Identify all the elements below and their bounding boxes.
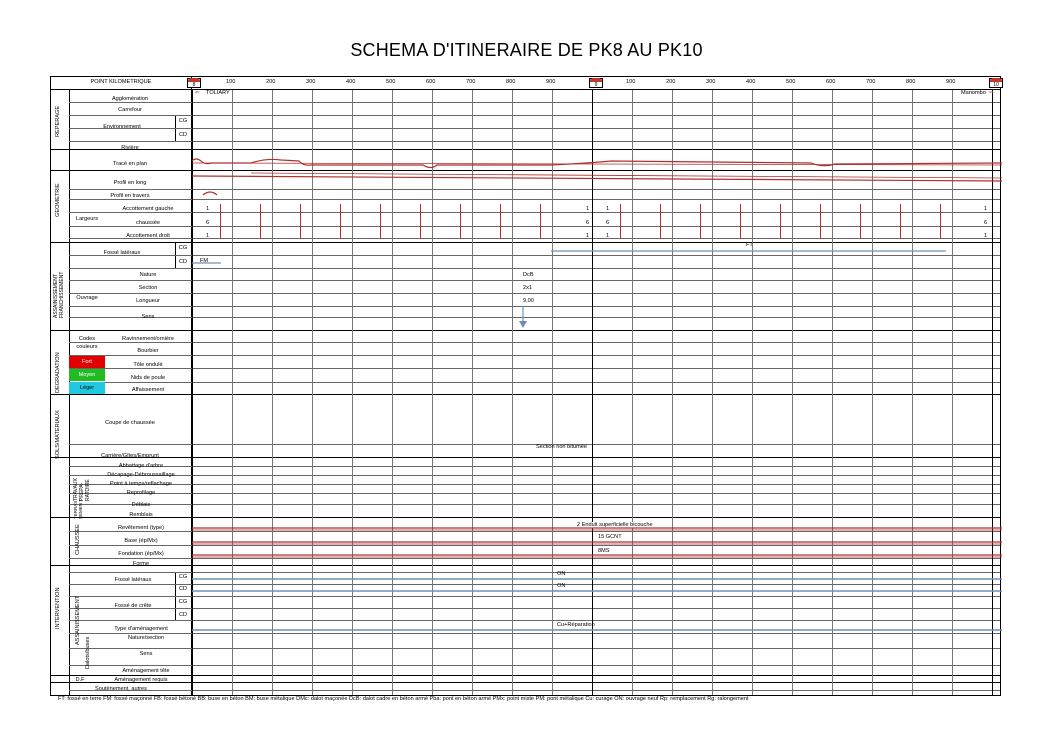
row-bourbier: Bourbier xyxy=(137,348,159,354)
km-grid-line xyxy=(792,89,793,695)
row-acc-droit: Accottement droit xyxy=(126,233,170,239)
km-grid-line xyxy=(472,89,473,695)
km-grid-line xyxy=(752,89,753,695)
section-sols: SOLS/MATERIAUX xyxy=(55,410,61,459)
km-grid-line xyxy=(312,89,313,695)
fosse-fm-label: FM xyxy=(200,258,209,264)
km-grid-line xyxy=(632,89,633,695)
row-line xyxy=(51,682,1000,683)
row-line xyxy=(69,504,1000,505)
row-line xyxy=(51,457,1000,458)
km-tick-label: 800 xyxy=(906,79,916,85)
row-fosse-cg: CG xyxy=(178,245,188,251)
width-marker xyxy=(420,204,421,238)
km-tick-label: 500 xyxy=(786,79,796,85)
row-crete-cd: CD xyxy=(178,612,188,618)
width-marker xyxy=(340,204,341,238)
row-reprofilage: Reprofilage xyxy=(126,490,156,496)
itinerary-table xyxy=(50,76,1001,696)
row-amenagement-tete: Aménagement tête xyxy=(122,668,170,674)
row-line xyxy=(69,368,1000,369)
row-deblais: Déblais xyxy=(131,502,151,508)
profil-en-long-line-2 xyxy=(251,173,1002,178)
width-marker xyxy=(260,204,261,238)
start-label: TOLIARY xyxy=(206,90,230,96)
row-line xyxy=(69,531,1000,532)
row-point-temps: Point à temps/reflachage xyxy=(110,481,172,487)
section-intervention: INTERVENTION xyxy=(55,587,61,629)
row-largeurs: Largeurs xyxy=(75,216,99,222)
section-degradation: DEGRADATION xyxy=(55,352,61,393)
section-reperage: REPERAGE xyxy=(55,105,61,137)
km-tick-label: 100 xyxy=(626,79,636,85)
ouvrage-arrow-head-icon xyxy=(519,321,527,328)
width-value: 6 xyxy=(984,220,988,226)
width-value: 6 xyxy=(606,220,610,226)
end-label: Manombo xyxy=(961,90,986,96)
width-value: 1 xyxy=(984,233,988,239)
row-line xyxy=(69,268,1000,269)
trace-en-plan-line xyxy=(192,159,1002,168)
fosse-cd-on: ON xyxy=(557,583,566,589)
row-line xyxy=(51,394,1000,395)
row-line xyxy=(69,665,1000,666)
row-line xyxy=(51,517,1000,518)
width-value: 1 xyxy=(586,206,590,212)
section-dalots: Dalots/buses xyxy=(85,636,91,669)
width-marker xyxy=(860,204,861,238)
km-grid-line xyxy=(232,89,233,695)
row-sens-2: Sens xyxy=(139,651,153,657)
km-tick-label: 700 xyxy=(866,79,876,85)
width-marker xyxy=(300,204,301,238)
ouvrage-nature: DcB xyxy=(523,272,534,278)
section-travaux: TRAVAUX PREPA-RATOIRE xyxy=(73,478,91,501)
section-assainissement-2: ASSAINISSEMENT xyxy=(75,595,81,645)
km-grid-line xyxy=(672,89,673,695)
row-coupe: Coupe de chaussée xyxy=(105,420,155,426)
base-value: 15 GCNT xyxy=(598,534,622,540)
row-line xyxy=(51,170,1000,171)
width-marker xyxy=(780,204,781,238)
km-tick-label: 500 xyxy=(386,79,396,85)
row-ouvrage: Ouvrage xyxy=(76,295,98,301)
km-tick-label: 400 xyxy=(346,79,356,85)
row-soutenement: Soutènement, autres xyxy=(95,686,147,692)
row-line xyxy=(69,572,1000,573)
section-non-bitumee: Section non bitumée xyxy=(536,444,587,450)
row-fosse-cd: CD xyxy=(178,259,188,265)
row-chaussee: chaussée xyxy=(136,220,160,226)
row-env-cg: CG xyxy=(178,118,188,124)
row-crete-cg: CG xyxy=(178,599,188,605)
row-line xyxy=(51,242,1000,243)
row-base: Base (ép/Mx) xyxy=(124,538,158,544)
row-line xyxy=(69,584,1000,585)
section-geometrie: GEOMETRIE xyxy=(55,183,61,217)
row-line xyxy=(69,475,1000,476)
km-tick-label: 200 xyxy=(266,79,276,85)
row-environnement: Environnement xyxy=(103,124,141,130)
km-grid-line xyxy=(912,89,913,695)
row-acc-gauche: Accottement gauche xyxy=(122,206,174,212)
row-fosse2-cg: CG xyxy=(178,574,188,580)
abbreviations-legend: FT: fossé en terre FM: fossé maçonné FB: fossé bétoné BB: buse en béton BM: buse métalique DMc: dalot maçonée DcB: dalot cadre en béton armé Pba: pont en béton armé PMx: point mixte PM: pont métalique Cu: curage ON: ouvrage neuf Rp: remplacement Rg: ralongement xyxy=(58,696,749,702)
width-value: 1 xyxy=(984,206,988,212)
row-fondation: Fondation (ép/Mx) xyxy=(118,551,164,557)
km-tick-label: 200 xyxy=(666,79,676,85)
row-line xyxy=(51,149,1000,150)
section-assainissement: ASSAINISSEMENT FRANCHISSEMENT xyxy=(53,271,65,318)
width-marker xyxy=(740,204,741,238)
row-line xyxy=(69,382,1000,383)
row-line xyxy=(69,141,1000,142)
width-marker xyxy=(220,204,221,238)
width-value: 6 xyxy=(586,220,590,226)
trace-en-plan-line-2 xyxy=(192,163,1002,165)
km-grid-line xyxy=(712,89,713,695)
row-amenagement-requis: Aménagement requis xyxy=(114,677,168,683)
width-value: 1 xyxy=(586,233,590,239)
right-arrow-icon: ⇒ xyxy=(989,90,994,96)
km-tick-label: 800 xyxy=(506,79,516,85)
km-grid-line xyxy=(952,89,953,695)
severity-swatch-1: Fort xyxy=(69,356,105,368)
row-line xyxy=(69,558,1000,559)
pk-badge-9: 9 xyxy=(589,78,603,88)
row-profil-long: Profil en long xyxy=(113,180,147,186)
km-tick-label: 700 xyxy=(466,79,476,85)
width-value: 6 xyxy=(206,220,210,226)
fondation-value: 8MS xyxy=(598,548,610,554)
row-remblais: Remblais xyxy=(129,512,153,518)
km-tick-label: 900 xyxy=(946,79,956,85)
axis-header: POINT KILOMETRIQUE xyxy=(90,79,152,85)
row-fosse2-cd: CD xyxy=(178,586,188,592)
severity-swatch-3: Léger xyxy=(69,382,105,394)
section-chaussee: CHAUSSEE xyxy=(75,524,81,555)
row-line xyxy=(69,342,1000,343)
row-decapage: Décapage-Débroussaillage xyxy=(107,472,175,478)
km-tick-label: 300 xyxy=(306,79,316,85)
width-marker xyxy=(500,204,501,238)
row-line xyxy=(69,306,1000,307)
row-fosse-crete: Fossé de crête xyxy=(114,603,152,609)
km-grid-line xyxy=(272,89,273,695)
km-tick-label: 100 xyxy=(226,79,236,85)
width-value: 1 xyxy=(606,233,610,239)
row-codes-couleurs: Codes couleurs xyxy=(76,336,98,350)
km-grid-line xyxy=(432,89,433,695)
type-amenagement-value: Cu+Réparation xyxy=(557,622,595,628)
row-type-amenagement: Type d'aménagement xyxy=(114,626,168,632)
row-line xyxy=(69,128,1000,129)
km-tick-label: 600 xyxy=(826,79,836,85)
row-carriere: Carrière/Gîtes/Emprunt xyxy=(101,453,159,459)
row-nature: Nature xyxy=(139,272,157,278)
width-marker xyxy=(620,204,621,238)
row-line xyxy=(69,115,1000,116)
width-marker xyxy=(460,204,461,238)
width-marker xyxy=(820,204,821,238)
km-tick-label: 900 xyxy=(546,79,556,85)
row-longueur: Longueur xyxy=(136,298,160,304)
row-carrefour: Carrefour xyxy=(118,107,142,113)
row-line xyxy=(69,545,1000,546)
km-tick-label: 300 xyxy=(706,79,716,85)
row-forme: Forme xyxy=(132,561,150,567)
ouvrage-longueur: 9,00 xyxy=(523,298,534,304)
row-abbattage: Abbattage d'arbre xyxy=(118,463,164,469)
severity-swatch-2: Moyen xyxy=(69,369,105,381)
profil-en-long-line xyxy=(192,176,1002,181)
width-marker xyxy=(900,204,901,238)
km-tick-label: 400 xyxy=(746,79,756,85)
km-grid-line xyxy=(872,89,873,695)
row-riviere: Rivière xyxy=(121,145,139,151)
row-line xyxy=(69,102,1000,103)
width-marker xyxy=(940,204,941,238)
row-line xyxy=(69,255,1000,256)
width-value: 1 xyxy=(206,206,210,212)
width-marker xyxy=(540,204,541,238)
row-affaissement: Affaissement xyxy=(131,387,165,393)
row-line xyxy=(69,648,1000,649)
profil-travers-shape xyxy=(203,192,217,195)
km-grid-line xyxy=(192,89,193,695)
page-title: SCHEMA D'ITINERAIRE DE PK8 AU PK10 xyxy=(350,40,703,60)
row-line xyxy=(69,317,1000,318)
ouvrage-section: 2x1 xyxy=(523,285,533,291)
width-marker xyxy=(380,204,381,238)
km-grid-line xyxy=(352,89,353,695)
row-line xyxy=(69,493,1000,494)
pk-badge-8: 8 xyxy=(187,78,201,88)
row-line xyxy=(51,675,1000,676)
km-grid-line xyxy=(392,89,393,695)
revetement-value: 2 Enduit superficielle bicouche xyxy=(577,522,653,528)
width-marker xyxy=(660,204,661,238)
row-revetement: Revêtement (type) xyxy=(117,525,164,531)
km-grid-line xyxy=(552,89,553,695)
row-trace: Tracé en plan xyxy=(113,161,147,167)
row-line xyxy=(69,189,1000,190)
width-value: 1 xyxy=(206,233,210,239)
row-nids: Nids de poule xyxy=(130,375,166,381)
km-grid-line xyxy=(592,89,593,695)
row-line xyxy=(69,355,1000,356)
row-line xyxy=(51,330,1000,331)
km-grid-line xyxy=(832,89,833,695)
row-fosse-lateraux: Fossé latéraux xyxy=(103,250,141,256)
row-line xyxy=(69,484,1000,485)
row-line xyxy=(69,280,1000,281)
row-tole: Tôle ondulé xyxy=(133,362,163,368)
width-marker xyxy=(700,204,701,238)
row-line xyxy=(69,199,1000,200)
row-env-cd: CD xyxy=(178,132,188,138)
row-sens: Sens xyxy=(141,314,155,320)
row-line xyxy=(69,596,1000,597)
axis-divider xyxy=(51,89,1000,90)
fosse-ft-label: FT xyxy=(746,242,753,248)
km-grid-line xyxy=(512,89,513,695)
row-line xyxy=(69,633,1000,634)
row-line xyxy=(69,466,1000,467)
row-line xyxy=(69,620,1000,621)
width-value: 1 xyxy=(606,206,610,212)
row-ravinement: Ravinnement/ornière xyxy=(122,336,174,342)
row-section: Section xyxy=(138,285,158,291)
row-agglomeration: Agglomération xyxy=(111,96,149,102)
section-terrassement: TERRAS SEMEN T xyxy=(73,499,83,519)
row-df: D.F xyxy=(75,677,85,683)
km-grid-line xyxy=(992,89,993,695)
km-tick-label: 600 xyxy=(426,79,436,85)
row-line xyxy=(69,444,1000,445)
row-line xyxy=(51,565,1000,566)
fosse-cg-on: ON xyxy=(557,571,566,577)
row-line xyxy=(69,293,1000,294)
left-arrow-icon: ⇐ xyxy=(195,90,200,96)
pk-badge-10: 10 xyxy=(989,78,1003,88)
row-nature-section: Nature/section xyxy=(127,635,165,641)
row-line xyxy=(69,608,1000,609)
row-line xyxy=(69,690,1000,691)
row-fosse-lateraux-2: Fossé latéraux xyxy=(114,577,152,583)
row-profil-travers: Profil en travers xyxy=(110,193,150,199)
